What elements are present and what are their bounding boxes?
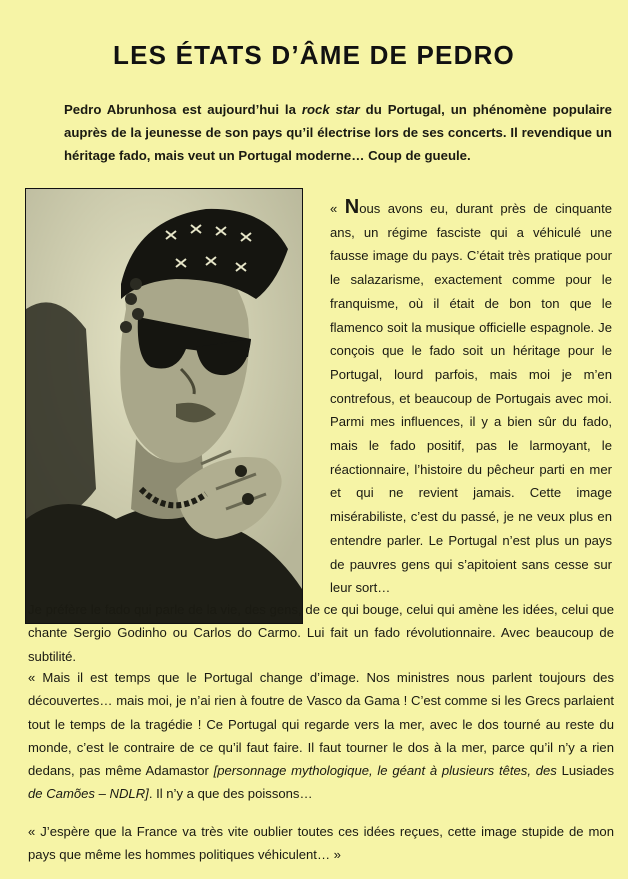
- article-title: LES ÉTATS D’ÂME DE PEDRO: [113, 40, 515, 70]
- quote-open: «: [330, 201, 345, 216]
- para2-text-a: « Mais il est temps que le Portugal change d’image. Nos ministres nous parlent toujours des découvertes… mais moi, je n’ai rien à foutre de Vasco da Gama ! C’est comme si les Grecs parlaient tout le temps de la tragédie ! Ce Portugal qui regarde vers la mer, avec le dos tourné au reste du monde, c’est le contraire de ce qu’il faut faire. Il faut tourner le dos à la mer, parce qu’il n’y a rien dedans, pas même Adamastor: [28, 670, 614, 779]
- editor-note-a: [personnage mythologique, le géant à plusieurs têtes, des: [213, 763, 562, 779]
- portrait-illustration: [26, 189, 302, 623]
- para2-text-b: . Il n’y a que des poissons…: [148, 786, 313, 802]
- editor-note-c: de Camões – NDLR]: [28, 786, 149, 802]
- lede-emphasis: rock star: [301, 102, 360, 117]
- portrait-photo: [25, 188, 303, 624]
- article-paragraph-1-tail: Je préfère le fado qui parle de la vie, des gens, de ce qui bouge, celui qui amène les idées, celui que chante Sergio Godinho ou Carlos do Carmo. Lui fait un fado révolutionnaire. Avec beaucoup de subtilité.: [28, 602, 614, 664]
- column-body: ous avons eu, durant près de cinquante ans, un régime fasciste qui a véhiculé une fausse image du pays. C’était très pratique pour le salazarisme, exactement comme pour le franquisme, où il était de bon ton que le flamenco soit la musique officielle espagnole. Je conçois que le fado soit un héritage pour le Portugal, lourd parfois, mais moi je m’en contrefous, et beaucoup de Portugais avec moi. Parmi mes influences, il y a bien sûr du fado, mais le fado positif, pas le larmoyant, le réactionnaire, l’histoire du pêcheur parti en mer et qui ne revient jamais. Cette image misérabiliste, c’est du passé, je ne veux plus en entendre parler. Le Portugal n’est plus un pays de pauvres gens qui s’apitoient sans cesse sur leur sort…: [330, 201, 613, 596]
- article-lede: [64, 98, 612, 167]
- editor-note-work: Lusiades: [561, 763, 614, 779]
- lede-text-1: Pedro Abrunhosa est aujourd’hui la: [64, 102, 302, 117]
- drop-cap: N: [344, 196, 360, 218]
- article-column-text: [330, 196, 612, 600]
- article-paragraph-2: [28, 666, 614, 806]
- article-paragraph-3: « J’espère que la France va très vite oublier toutes ces idées reçues, cette image stupide de mon pays que même les hommes politiques véhiculent… »: [28, 824, 614, 863]
- lede-text-2: du Portugal, un phénomène populaire auprès de la jeunesse de son pays qu’il électrise lors de ses concerts. Il revendique un héritage fado, mais veut un Portugal moderne… Coup de gueule.: [64, 102, 612, 163]
